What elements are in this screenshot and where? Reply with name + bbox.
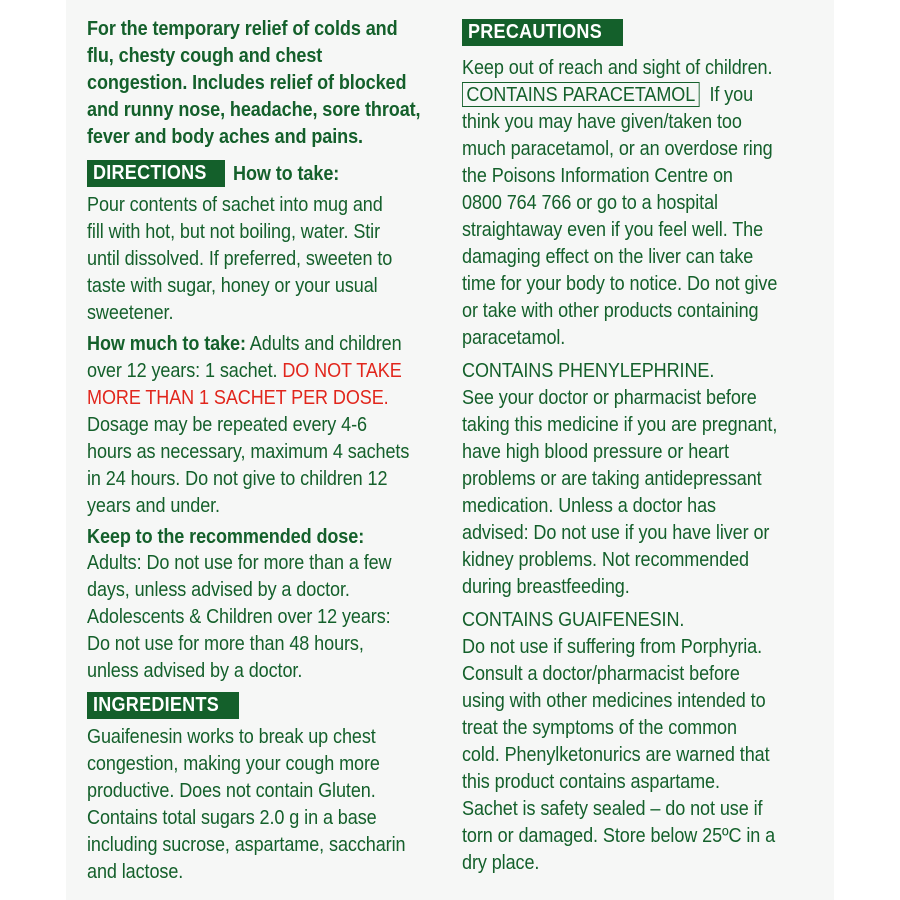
ingredients-line: productive. Does not contain Gluten. xyxy=(87,779,376,802)
phenylephrine-line: during breastfeeding. xyxy=(462,575,630,598)
ingredients-line: including sucrose, aspartame, saccharin xyxy=(87,833,406,856)
directions-header: DIRECTIONS xyxy=(87,160,225,187)
paracetamol-line: 0800 764 766 or go to a hospital xyxy=(462,191,718,214)
guaifenesin-heading: CONTAINS GUAIFENESIN. xyxy=(462,608,685,631)
contains-paracetamol-box: CONTAINS PARACETAMOL xyxy=(462,82,700,107)
paracetamol-text: If you xyxy=(709,83,754,106)
dose-warning: MORE THAN 1 SACHET PER DOSE. xyxy=(87,386,389,409)
how-to-take-line: taste with sugar, honey or your usual xyxy=(87,274,378,297)
phenylephrine-line: have high blood pressure or heart xyxy=(462,440,729,463)
precautions-header: PRECAUTIONS xyxy=(462,19,623,46)
how-to-take-line: sweetener. xyxy=(87,301,174,324)
keep-dose-heading: Keep to the recommended dose: xyxy=(87,525,365,548)
dosage-line: hours as necessary, maximum 4 sachets xyxy=(87,440,410,463)
paracetamol-line: time for your body to notice. Do not give xyxy=(462,272,778,295)
keep-out-of-reach: Keep out of reach and sight of children. xyxy=(462,56,773,79)
intro-line: flu, chesty cough and chest xyxy=(87,44,323,67)
phenylephrine-line: medication. Unless a doctor has xyxy=(462,494,716,517)
paracetamol-line: straightaway even if you feel well. The xyxy=(462,218,764,241)
intro-line: congestion. Includes relief of blocked xyxy=(87,71,407,94)
guaifenesin-line: torn or damaged. Store below 25ºC in a xyxy=(462,824,776,847)
how-much-heading: How much to take: xyxy=(87,332,246,355)
guaifenesin-line: Do not use if suffering from Porphyria. xyxy=(462,635,763,658)
paracetamol-line: paracetamol. xyxy=(462,326,566,349)
ingredients-line: congestion, making your cough more xyxy=(87,752,380,775)
paracetamol-line: the Poisons Information Centre on xyxy=(462,164,733,187)
intro-line: For the temporary relief of colds and xyxy=(87,17,398,40)
how-to-take-line: Pour contents of sachet into mug and xyxy=(87,193,383,216)
guaifenesin-line: this product contains aspartame. xyxy=(462,770,720,793)
intro-line: and runny nose, headache, sore throat, xyxy=(87,98,421,121)
keep-dose-line: unless advised by a doctor. xyxy=(87,659,303,682)
dosage-line: years and under. xyxy=(87,494,220,517)
ingredients-header: INGREDIENTS xyxy=(87,692,239,719)
ingredients-line: Guaifenesin works to break up chest xyxy=(87,725,376,748)
how-to-take-heading: How to take: xyxy=(233,162,340,185)
paracetamol-line: damaging effect on the liver can take xyxy=(462,245,754,268)
paracetamol-line: or take with other products containing xyxy=(462,299,759,322)
how-to-take-line: fill with hot, but not boiling, water. Stir xyxy=(87,220,381,243)
keep-dose-line: Do not use for more than 48 hours, xyxy=(87,632,364,655)
how-much-line xyxy=(87,358,402,384)
dosage-line: in 24 hours. Do not give to children 12 xyxy=(87,467,388,490)
ingredients-line: and lactose. xyxy=(87,860,184,883)
guaifenesin-line: Consult a doctor/pharmacist before xyxy=(462,662,740,685)
phenylephrine-line: advised: Do not use if you have liver or xyxy=(462,521,770,544)
paracetamol-line xyxy=(462,82,753,108)
phenylephrine-line: See your doctor or pharmacist before xyxy=(462,386,757,409)
guaifenesin-line: Sachet is safety sealed – do not use if xyxy=(462,797,763,820)
paracetamol-line: much paracetamol, or an overdose ring xyxy=(462,137,773,160)
dose-warning: DO NOT TAKE xyxy=(282,359,402,382)
phenylephrine-line: taking this medicine if you are pregnant, xyxy=(462,413,778,436)
guaifenesin-line: using with other medicines intended to xyxy=(462,689,766,712)
keep-dose-line: Adults: Do not use for more than a few xyxy=(87,551,392,574)
guaifenesin-line: cold. Phenylketonurics are warned that xyxy=(462,743,770,766)
keep-dose-line: days, unless advised by a doctor. xyxy=(87,578,350,601)
ingredients-line: Contains total sugars 2.0 g in a base xyxy=(87,806,377,829)
keep-dose-line: Adolescents & Children over 12 years: xyxy=(87,605,391,628)
guaifenesin-line: treat the symptoms of the common xyxy=(462,716,737,739)
how-much-text: over 12 years: 1 sachet. xyxy=(87,359,283,382)
paracetamol-line: think you may have given/taken too xyxy=(462,110,742,133)
intro-line: fever and body aches and pains. xyxy=(87,125,363,148)
dosage-line: Dosage may be repeated every 4-6 xyxy=(87,413,367,436)
phenylephrine-line: kidney problems. Not recommended xyxy=(462,548,749,571)
guaifenesin-line: dry place. xyxy=(462,851,540,874)
how-much-text: Adults and children xyxy=(245,332,402,355)
phenylephrine-heading: CONTAINS PHENYLEPHRINE. xyxy=(462,359,715,382)
how-to-take-line: until dissolved. If preferred, sweeten to xyxy=(87,247,393,270)
how-much-line xyxy=(87,331,402,357)
phenylephrine-line: problems or are taking antidepressant xyxy=(462,467,762,490)
